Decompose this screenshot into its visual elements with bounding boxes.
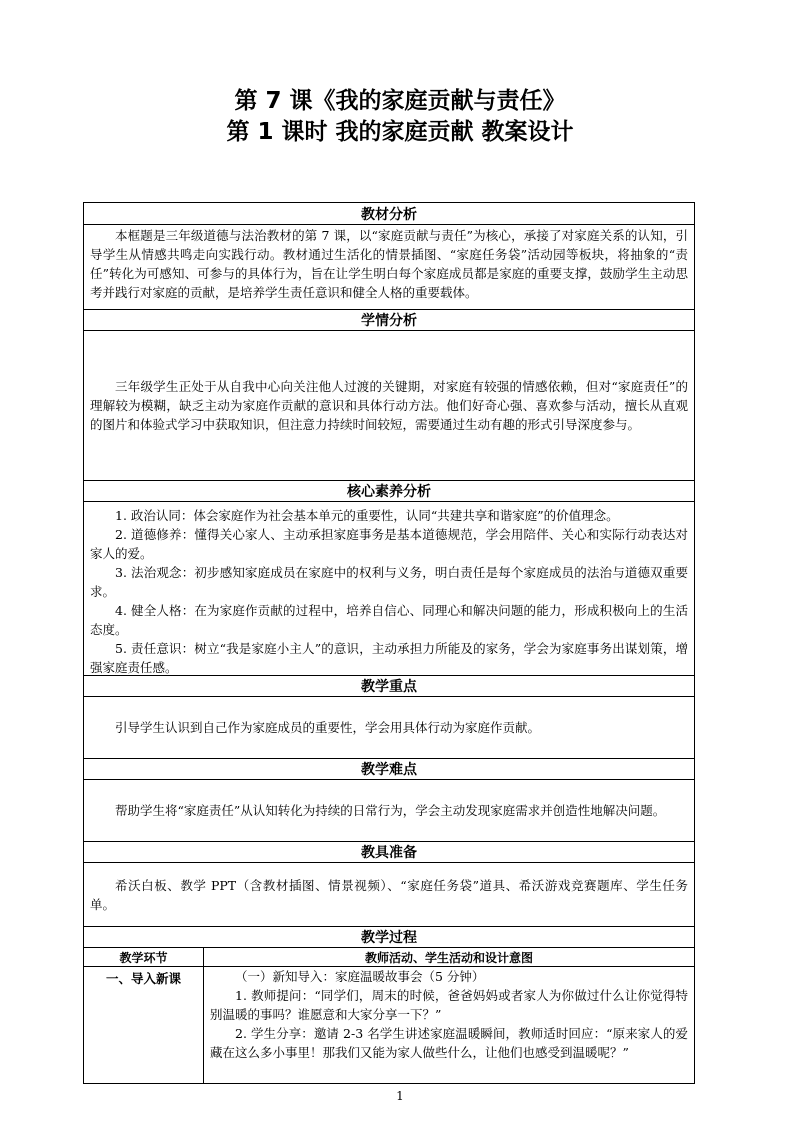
section-heading-process: 教学过程 (84, 927, 694, 948)
section-heading-literacy: 核心素养分析 (84, 481, 694, 502)
section-body-difficulty (84, 780, 694, 842)
section-body-materials (84, 863, 694, 927)
literacy-item: 2. 道德修养：懂得关心家人、主动承担家庭事务是基本道德规范，学会用陪伴、关心和实际行动表达对家人的爱。 (90, 527, 688, 561)
section-heading-textbook: 教材分析 (84, 203, 694, 225)
literacy-item: 4. 健全人格：在为家庭作贡献的过程中，培养自信心、同理心和解决问题的能力，形成积极向上的生活态度。 (90, 603, 688, 637)
lesson-title: 第 7 课《我的家庭贡献与责任》 (234, 88, 566, 114)
section-heading-key-point: 教学重点 (84, 676, 694, 697)
materials-paragraph: 希沃白板、教学 PPT（含教材插图、情景视频）、“家庭任务袋”道具、希沃游戏竞赛题库、学生任务单。 (90, 877, 688, 912)
column-activity: 教师活动、学生活动和设计意图 (364, 950, 533, 965)
column-stage: 教学环节 (84, 948, 204, 966)
process-line: （一）新知导入：家庭温暖故事会（5 分钟） (235, 969, 485, 984)
section-body-key-point (84, 697, 694, 759)
section-body-textbook (84, 225, 694, 310)
students-paragraph: 三年级学生正处于从自我中心向关注他人过渡的关键期，对家庭有较强的情感依赖，但对“家庭责任”的理解较为模糊，缺乏主动为家庭作贡献的意识和具体行动方法。他们好奇心强、喜欢参与活动，擅长从直观的图片和体验式学习中获取知识，但注意力持续时间较短，需要通过生动有趣的形式引导深度参与。 (90, 379, 688, 432)
difficulty-paragraph: 帮助学生将“家庭责任”从认知转化为持续的日常行为，学会主动发现家庭需求并创造性地解决问题。 (115, 803, 666, 818)
section-body-literacy (84, 502, 694, 676)
section-body-students (84, 331, 694, 481)
lesson-plan-table (83, 202, 695, 1084)
process-activity (204, 967, 694, 1083)
section-heading-difficulty: 教学难点 (84, 759, 694, 780)
literacy-item: 3. 法治观念：初步感知家庭成员在家庭中的权利与义务，明白责任是每个家庭成员的法治与道德双重要求。 (90, 565, 688, 599)
section-heading-students: 学情分析 (84, 310, 694, 331)
lesson-subtitle: 第 1 课时 我的家庭贡献 教案设计 (226, 119, 574, 145)
process-stage: 一、导入新课 (84, 967, 204, 1083)
page-number: 1 (396, 1089, 404, 1103)
process-line: 2. 学生分享：邀请 2-3 名学生讲述家庭温暖瞬间，教师适时回应：“原来家人的爱藏在这么多小事里！那我们又能为家人做些什么，让他们也感受到温暖呢？” (210, 1026, 688, 1060)
key-point-paragraph: 引导学生认识到自己作为家庭成员的重要性，学会用具体行动为家庭作贡献。 (115, 720, 541, 735)
textbook-paragraph: 本框题是三年级道德与法治教材的第 7 课，以“家庭贡献与责任”为核心，承接了对家庭关系的认知，引导学生从情感共鸣走向实践行动。教材通过生活化的情景插图、“家庭任务袋”活动园等板块，将抽象的“责任”转化为可感知、可参与的具体行为，旨在让学生明白每个家庭成员都是家庭的重要支撑，鼓励学生主动思考并践行对家庭的贡献，是培养学生责任意识和健全人格的重要载体。 (90, 228, 688, 300)
literacy-item: 1. 政治认同：体会家庭作为社会基本单元的重要性，认同“共建共享和谐家庭”的价值理念。 (115, 508, 619, 523)
process-line: 1. 教师提问：“同学们，周末的时候，爸爸妈妈或者家人为你做过什么让你觉得特别温暖的事吗？谁愿意和大家分享一下？” (210, 988, 688, 1022)
process-column-header (84, 948, 694, 967)
process-row (84, 967, 694, 1083)
section-heading-materials: 教具准备 (84, 842, 694, 863)
literacy-item: 5. 责任意识：树立“我是家庭小主人”的意识，主动承担力所能及的家务，学会为家庭事务出谋划策，增强家庭责任感。 (90, 641, 688, 675)
